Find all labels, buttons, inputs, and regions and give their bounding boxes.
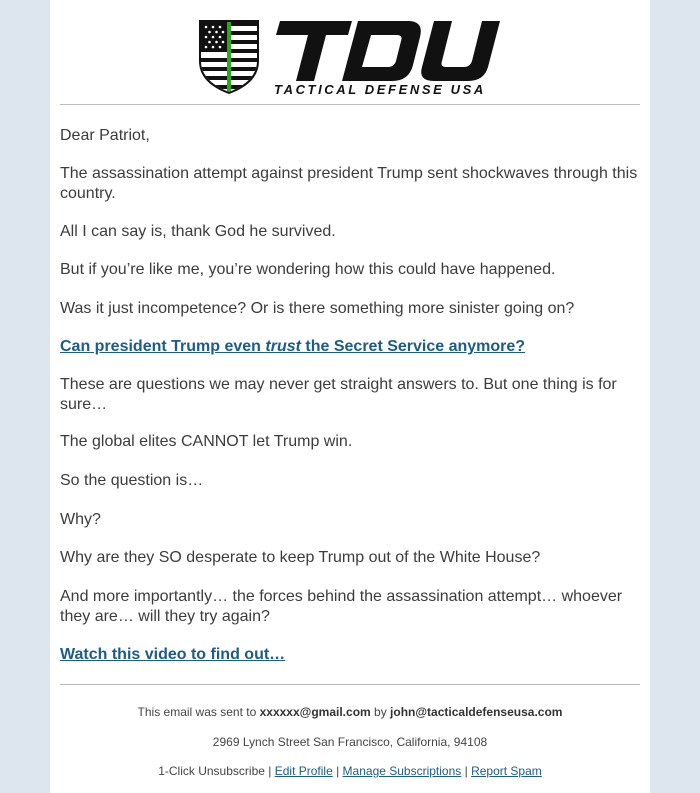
link-text-emphasis: trust [265, 338, 301, 355]
header-divider [60, 104, 640, 105]
tdu-logo [268, 19, 502, 85]
separator: | [264, 764, 275, 778]
watch-video-link-paragraph [60, 645, 646, 665]
body-paragraph: These are questions we may never get straight answers to. But one thing is for sure… [60, 376, 617, 413]
footer-divider [60, 684, 640, 685]
watch-video-link[interactable]: Watch this video to find out… [60, 646, 286, 663]
separator: | [332, 764, 343, 778]
body-paragraph: Was it just incompetence? Or is there something more sinister going on? [60, 300, 575, 317]
sender-email: john@tacticaldefenseusa.com [390, 705, 563, 719]
greeting: Dear Patriot, [60, 127, 150, 144]
flag-shield-icon [198, 19, 260, 95]
secret-service-link[interactable] [60, 338, 525, 355]
link-text-before: Can president Trump even [60, 338, 266, 355]
body-paragraph: The global elites CANNOT let Trump win. [60, 433, 353, 450]
email-card [50, 0, 650, 793]
secret-service-link-paragraph [60, 337, 646, 357]
footer-links [50, 764, 650, 778]
report-spam-link[interactable]: Report Spam [471, 764, 542, 778]
body-paragraph: And more importantly… the forces behind the assassination attempt… whoever they are… will they try again? [60, 588, 623, 625]
body-paragraph: Why are they SO desperate to keep Trump out of the White House? [60, 549, 541, 566]
body-paragraph: So the question is… [60, 472, 204, 489]
body-paragraph: Why? [60, 511, 101, 528]
body-paragraph: But if you’re like me, you’re wondering how this could have happened. [60, 261, 556, 278]
brand-tagline: TACTICAL DEFENSE USA [274, 82, 486, 97]
unsubscribe-label: 1-Click Unsubscribe [158, 764, 265, 778]
body-paragraph: The assassination attempt against president Trump sent shockwaves through this country. [60, 165, 638, 202]
recipient-email: xxxxxx@gmail.com [259, 705, 371, 719]
sent-to-line [50, 705, 650, 719]
sent-prefix: This email was sent to [137, 705, 260, 719]
email-header [50, 0, 650, 104]
sent-by: by [370, 705, 391, 719]
edit-profile-link[interactable]: Edit Profile [274, 764, 333, 778]
manage-subscriptions-link[interactable]: Manage Subscriptions [342, 764, 462, 778]
separator: | [461, 764, 472, 778]
mailing-address: 2969 Lynch Street San Francisco, California, 94108 [212, 735, 488, 749]
link-text-after: the Secret Service anymore? [300, 338, 526, 355]
body-paragraph: All I can say is, thank God he survived. [60, 223, 336, 240]
